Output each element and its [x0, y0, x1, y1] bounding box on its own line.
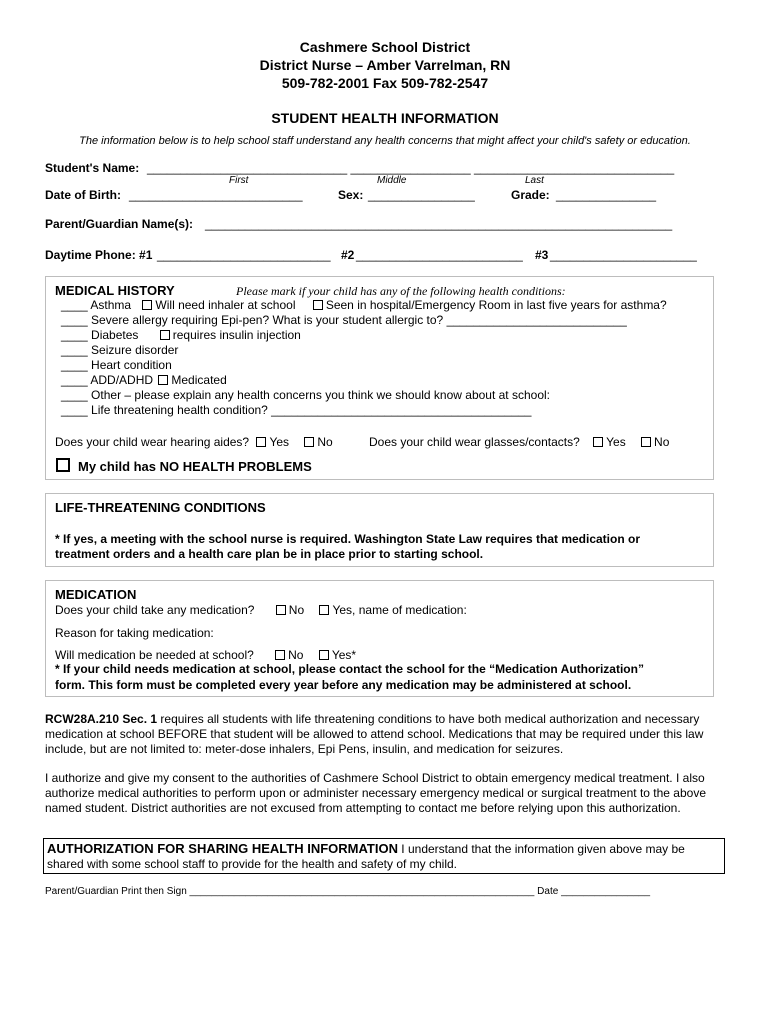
life-threatening-line2: treatment orders and a health care plan be in place prior to starting school. — [55, 547, 484, 561]
signature-field[interactable]: ______________________________________________________________ — [189, 886, 535, 897]
hearing-no-checkbox[interactable] — [304, 437, 314, 447]
seizure-label: Seizure disorder — [91, 343, 179, 357]
sex-label: Sex: — [338, 188, 364, 202]
no-problems-label: My child has NO HEALTH PROBLEMS — [78, 459, 312, 474]
other-row — [61, 388, 550, 402]
grade-field[interactable]: _______________ — [556, 188, 657, 202]
life-blank[interactable]: ____ — [61, 403, 88, 417]
medication-title: MEDICATION — [55, 587, 137, 602]
phone3-field[interactable]: ______________________ — [550, 248, 697, 262]
needed-yes-label: Yes* — [331, 648, 357, 662]
no-problems-row — [56, 458, 312, 474]
allergy-row — [61, 313, 627, 327]
needed-yes-checkbox[interactable] — [319, 650, 329, 660]
medication-take-question: Does your child take any medication? — [55, 603, 255, 617]
asthma-blank[interactable]: ____ — [61, 298, 88, 312]
hospital-checkbox[interactable] — [313, 300, 323, 310]
insulin-checkbox[interactable] — [160, 330, 170, 340]
add-label: ADD/ADHD — [90, 373, 154, 387]
needed-no-label: No — [288, 648, 304, 662]
hearing-yes-label: Yes — [269, 435, 290, 449]
glasses-question: Does your child wear glasses/contacts? — [369, 435, 580, 449]
authorization-text: I understand that the information given above may be shared with some school staff to provide for the health and safety of my child. — [47, 842, 685, 871]
consent-paragraph: I authorize and give my consent to the authorities of Cashmere School District to obtain emergency medical treatment. I also authorize medical authorities to perform upon or administer necessary emergency medical or surgical treatment to the above named student. District authorities are not excused from attempting to contact me before relying upon this authorization. — [45, 771, 706, 815]
middle-label: Middle — [377, 175, 407, 186]
other-blank[interactable]: ____ — [61, 388, 88, 402]
seizure-row — [61, 343, 178, 357]
needed-no-checkbox[interactable] — [275, 650, 285, 660]
guardian-label: Parent/Guardian Name(s): — [45, 217, 194, 231]
first-label: First — [229, 175, 249, 186]
phone3-label: #3 — [535, 248, 549, 262]
add-row — [61, 373, 227, 387]
phone1-field[interactable]: __________________________ — [157, 248, 331, 262]
heart-label: Heart condition — [91, 358, 172, 372]
glasses-yes-checkbox[interactable] — [593, 437, 603, 447]
life-label: Life threatening health condition? _______________________________________ — [91, 403, 532, 417]
signature-row — [45, 886, 650, 897]
heart-blank[interactable]: ____ — [61, 358, 88, 372]
medication-needed-question: Will medication be needed at school? — [55, 648, 254, 662]
medicated-label: Medicated — [171, 373, 227, 387]
medication-no-checkbox[interactable] — [276, 605, 286, 615]
authorization-paragraph — [47, 841, 723, 872]
life-row — [61, 403, 531, 417]
rcw-text: requires all students with life threatening conditions to have both medical authorization and necessary medication at school BEFORE that student will be allowed to attend school. Medications that may be required under this law include, but are not limited to: meter-dose inhalers, Epi Pens, insulin, and medication for seizures. — [45, 712, 704, 756]
medical-history-title: MEDICAL HISTORY — [55, 283, 175, 298]
diabetes-blank[interactable]: ____ — [61, 328, 88, 342]
life-threatening-title: LIFE-THREATENING CONDITIONS — [55, 500, 266, 515]
glasses-row — [369, 435, 669, 449]
medication-no-label: No — [288, 603, 305, 617]
hearing-question: Does your child wear hearing aides? — [55, 435, 250, 449]
guardian-field[interactable]: ______________________________________________________________________ — [205, 217, 673, 231]
medication-yes-label: Yes, name of medication: — [332, 603, 467, 617]
medication-needed-row — [55, 648, 356, 662]
seizure-blank[interactable]: ____ — [61, 343, 88, 357]
inhaler-checkbox[interactable] — [142, 300, 152, 310]
allergy-label: Severe allergy requiring Epi-pen? What is your student allergic to? ___________________________ — [91, 313, 627, 327]
nurse-name: District Nurse – Amber Varrelman, RN — [259, 57, 511, 73]
phone-label: Daytime Phone: #1 — [45, 248, 153, 262]
hospital-label: Seen in hospital/Emergency Room in last five years for asthma? — [325, 298, 667, 312]
date-field[interactable]: ________________ — [561, 886, 651, 897]
allergy-blank[interactable]: ____ — [61, 313, 88, 327]
medicated-checkbox[interactable] — [158, 375, 168, 385]
medication-note-line2: form. This form must be completed every year before any medication may be administered at school. — [55, 678, 632, 692]
diabetes-row — [61, 328, 301, 342]
rcw-citation: RCW28A.210 Sec. 1 — [45, 712, 158, 726]
life-threatening-line1: * If yes, a meeting with the school nurse is required. Washington State Law requires that medication or — [55, 532, 640, 546]
medication-take-row — [55, 603, 467, 617]
medication-yes-checkbox[interactable] — [319, 605, 329, 615]
diabetes-label: Diabetes — [91, 328, 139, 342]
last-label: Last — [525, 175, 544, 186]
dob-label: Date of Birth: — [45, 188, 121, 202]
hearing-no-label: No — [317, 435, 333, 449]
glasses-no-label: No — [654, 435, 670, 449]
medication-note-line1: * If your child needs medication at school, please contact the school for the “Medication Authorization” — [55, 662, 644, 676]
no-problems-checkbox[interactable] — [56, 458, 70, 472]
add-blank[interactable]: ____ — [61, 373, 88, 387]
grade-label: Grade: — [511, 188, 550, 202]
glasses-yes-label: Yes — [606, 435, 626, 449]
student-name-field[interactable]: ______________________________ __________________ ______________________________ — [147, 161, 675, 175]
phone-fax: 509-782-2001 Fax 509-782-2547 — [281, 75, 489, 91]
phone2-label: #2 — [341, 248, 355, 262]
insulin-label: requires insulin injection — [172, 328, 301, 342]
authorization-title: AUTHORIZATION FOR SHARING HEALTH INFORMATION — [47, 841, 398, 856]
phone2-field[interactable]: _________________________ — [356, 248, 523, 262]
medical-history-instruction: Please mark if your child has any of the following health conditions: — [236, 284, 566, 298]
signature-label: Parent/Guardian Print then Sign — [45, 886, 187, 897]
date-label: Date — [537, 886, 559, 897]
heart-row — [61, 358, 172, 372]
hearing-yes-checkbox[interactable] — [256, 437, 266, 447]
sex-field[interactable]: ________________ — [368, 188, 475, 202]
hearing-row — [55, 435, 333, 449]
inhaler-label: Will need inhaler at school — [155, 298, 296, 312]
rcw-paragraph — [45, 712, 725, 757]
medication-reason: Reason for taking medication: — [55, 626, 214, 640]
district-name: Cashmere School District — [299, 39, 471, 55]
dob-field[interactable]: __________________________ — [129, 188, 303, 202]
intro-text: The information below is to help school staff understand any health concerns that might affect your child's safety or education. — [79, 135, 691, 147]
glasses-no-checkbox[interactable] — [641, 437, 651, 447]
other-label: Other – please explain any health concerns you think we should know about at school: — [91, 388, 550, 402]
asthma-row — [61, 298, 667, 312]
page-title: STUDENT HEALTH INFORMATION — [271, 110, 499, 126]
student-name-label: Student's Name: — [45, 161, 140, 175]
asthma-label: Asthma — [90, 298, 132, 312]
